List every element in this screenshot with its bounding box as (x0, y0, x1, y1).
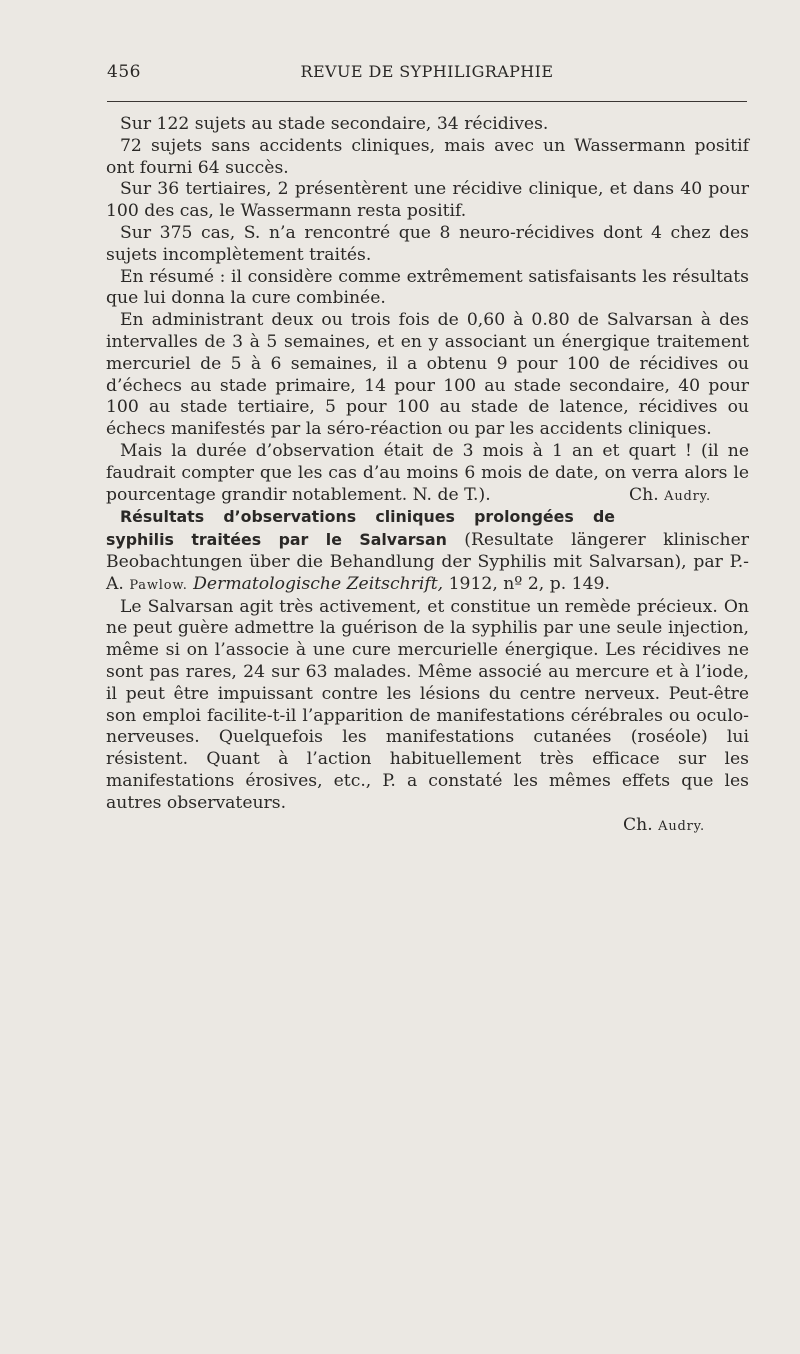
article-title: Résultats d’observations cliniques prolongées de syphilis traitées par le Salvarsan (106, 507, 615, 550)
article-reference (106, 506, 749, 596)
article-journal: Dermatologische Zeitschrift, (193, 573, 444, 594)
article-body (106, 114, 749, 837)
paragraph-summary: En résumé : il considère comme extrêmement satisfaisants les résultats que lui donna la cure combinée. (106, 266, 749, 309)
paragraph-observation-duration (106, 441, 749, 506)
final-signature-name: Audry. (658, 818, 705, 834)
observation-duration-text: Mais la durée d’observation était de 3 mois à 1 an et quart ! (il ne faudrait compter que les cas d’au moins 6 mois de date, on verra alors le pourcentage grandir notablement. N. de T.). (106, 440, 749, 505)
paragraph-positive-wassermann: 72 sujets sans accidents cliniques, mais avec un Wassermann positif ont fourni 64 succès. (106, 135, 749, 178)
article-reference-part-a: (Resultate längerer klinischer Beobachtungen über die Behandlung der Syphilis mit Salvarsan), par P.-A. (106, 530, 749, 594)
header-rule (107, 101, 747, 102)
article-reference-part-b: 1912, nº 2, p. 149. (443, 573, 610, 594)
paragraph-salvarsan-review: Le Salvarsan agit très activement, et constitue un remède précieux. On ne peut guère admettre la guérison de la syphilis par une seule injection, même si on l’associe à une cure mercurielle énergique. Les récidives ne sont pas rares, 24 sur 63 malades. Même associé au mercure et à l’iode, il peut être impuissant contre les lésions du centre nerveux. Peut-être son emploi facilite-t-il l’apparition de manifestations cérébrales ou oculo-nerveuses. Quelquefois les manifestations cutanées (roséole) lui résistent. Quant à l’action habituellement très efficace sur les manifestations érosives, etc., P. a constaté les mêmes effets que les autres observateurs. (106, 596, 749, 813)
paragraph-neuro-recidives: Sur 375 cas, S. n’a rencontré que 8 neuro-récidives dont 4 chez des sujets incomplètement traités. (106, 222, 749, 265)
article-author: Pawlow. (129, 577, 188, 593)
paragraph-secondary-stage: Sur 122 sujets au stade secondaire, 34 récidives. (120, 114, 549, 134)
paragraph-tertiary: Sur 36 tertiaires, 2 présentèrent une récidive clinique, et dans 40 pour 100 des cas, le Wassermann resta positif. (106, 179, 749, 222)
inline-signature (615, 485, 749, 508)
paragraph-results: En administrant deux ou trois fois de 0,60 à 0.80 de Salvarsan à des intervalles de 3 à 5 semaines, et en y associant un énergique traitement mercuriel de 5 à 6 semaines, il a obtenu 9 pour 100 de récidives ou d’échecs au stade primaire, 14 pour 100 au stade secondaire, 40 pour 100 au stade tertiaire, 5 pour 100 au stade de latence, récidives ou échecs manifestés par la séro-réaction ou par les accidents cliniques. (106, 310, 749, 440)
final-signature-prefix: Ch. (622, 814, 659, 835)
page-header (107, 62, 747, 86)
signature-prefix: Ch. (628, 484, 665, 505)
signature-name: Audry. (664, 488, 711, 504)
running-head: REVUE DE SYPHILIGRAPHIE (300, 62, 554, 81)
final-signature (106, 815, 749, 838)
page-number: 456 (107, 62, 141, 82)
